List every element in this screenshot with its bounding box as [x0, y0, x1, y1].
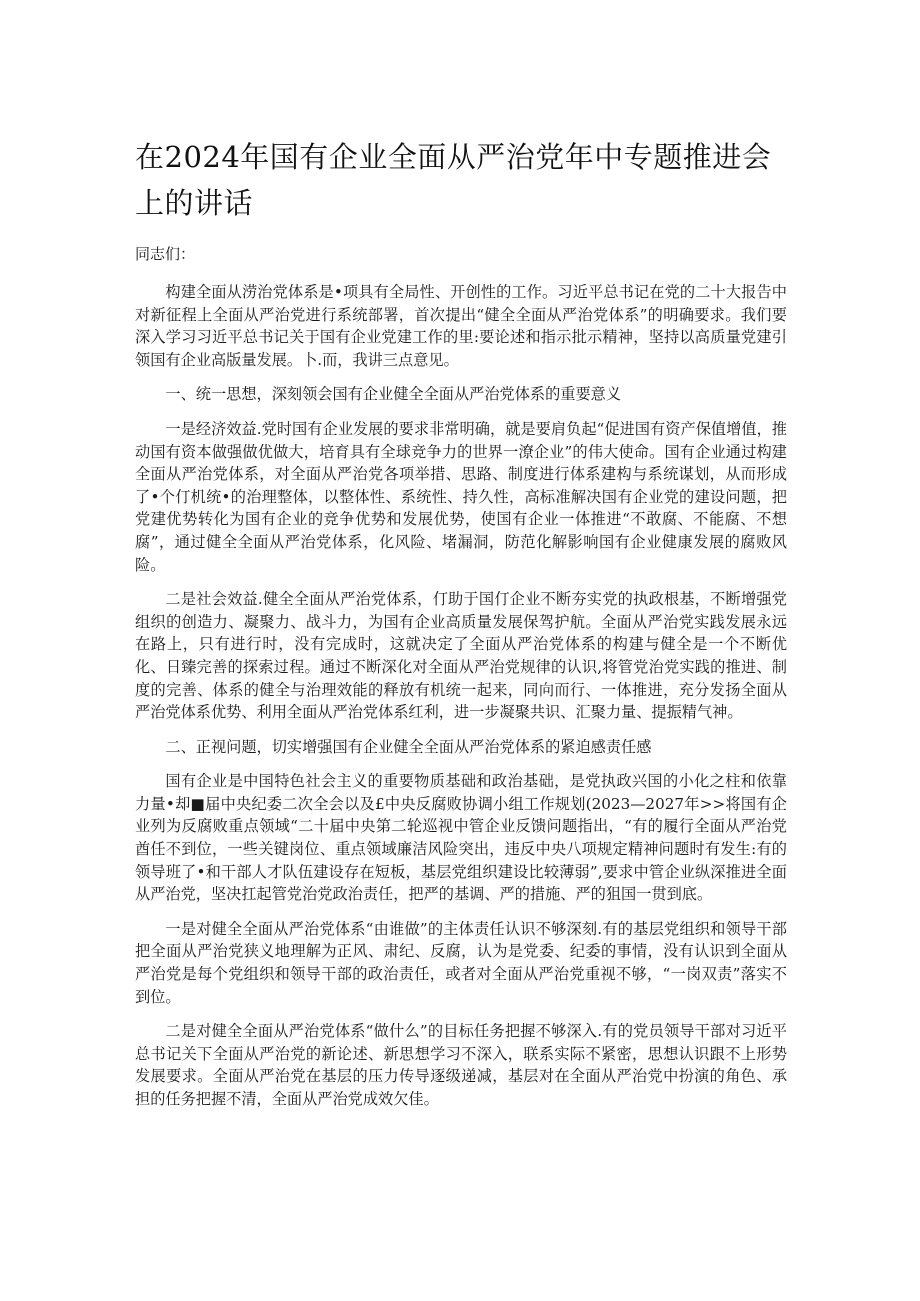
document-body	[135, 243, 787, 1123]
section-heading-1: 一、统一思想，深刻领会国有企业健全全面从严治党体系的重要意义	[165, 385, 622, 404]
paragraph-economic-benefit: 一是经济效益.党时国有企业发展的要求非常明确，就是要肩负起“促进国有资产保值增值，推动国有资本做强做优做大，培育具有全球竞争力的世界一潦企业”的伟大使命。国有企业通过构建全面从严治党体系，对全面从严治党各项举措、思路、制度进行体系建构与系统谋划，从而形成了•个仃机统•的治理整体，以整体性、系统性、持久性，高标准解决国有企业党的建设问题，把党建优势转化为国有企业的竞争优势和发展优势，使国有企业一体推进“不敢腐、不能腐、不想腐”，通过健全全面从严治党体系，化风险、堵漏洞，防范化解影响国有企业健康发展的腐败风险。	[135, 419, 787, 574]
document-title: 在2024年国有企业全面从严治党年中专题推进会上的讲话	[135, 140, 772, 220]
salutation: 同志们：	[135, 245, 196, 263]
paragraph-social-benefit: 二是社会效益.健全全面从严治党体系，仃助于国仃企业不断夯实党的执政根基，不断增强党组织的创造力、凝聚力、战斗力，为国有企业高质量发展保驾护航。全面从严治党实践发展永远在路上，只有进行时，没有完成时，这就决定了全面从严治党体系的构建与健全是一个不断优化、日臻完善的探索过程。通过不断深化对全面从严治党规律的认识,将管党治党实践的推进、制度的完善、体系的健全与治理效能的释放有机统一起来，同向而行、一体推进，充分发扬全面从严治党体系优势、利用全面从严治党体系红利，进一步凝聚共识、汇聚力量、提振精气神。	[135, 590, 787, 722]
paragraph-who-responsibility: 一是对健全全面从严治党体系“由谁做”的主体责任认识不够深刻.有的基层党组织和领导干部把全面从严治党狭义地理解为正风、肃纪、反腐，认为是党委、纪委的事情，没有认识到全面从严治党是每个党组织和领导干部的政治责任，或者对全面从严治党重视不够，“一岗双责”落实不到位。	[135, 919, 787, 1006]
paragraph-intro: 构建全面从涝治党体系是•项具有全局性、开创性的工作。习近平总书记在党的二十大报告中对新征程上全面从严治党进行系统部署，首次提出“健全全面从严治党体系”的明确要求。我们要深入学习习近平总书记关于国有企业党建工作的里:要论述和指示批示精神，坚持以高质量党建引领国有企业高版量发展。卜.而，我讲三点意见。	[135, 283, 787, 369]
section-heading-2: 二、正视问题，切实增强国有企业健全全面从严治党体系的紧迫感责任感	[165, 737, 652, 756]
paragraph-soe-foundation: 国有企业是中国特色社会主义的重要物质基础和政治基础，是党执政兴国的小化之柱和依靠力量•却■届中央纪委二次全会以及£中央反腐败协调小组工作规划(2023—2027年>>将国有企业列为反腐败重点领域“二十届中央第二轮巡视中管企业反馈问题指出，“有的履行全面从严治党酋任不到位，一些关键岗位、重点领域廉洁风险突出，违反中央八项规定精神问题时有发生:有的领导班了•和干部人才队伍建设存在短板，基层党组织建设比较薄弱”,要求中管企业纵深推进全面从严治党，坚决扛起管党治党政治责任，把严的基调、严的措施、严的狙国一贯到底。	[135, 772, 787, 904]
paragraph-what-tasks: 二是对健全全面从严治党体系“做什么”的目标任务把握不够深入.有的党员领导干部对习近平总书记关下全面从严治党的新论述、新思想学习不深入，联系实际不紧密，思想认识跟不上形势发展要求。全面从严治党在基层的压力传导逐级递减，基层对在全面从严治党中扮演的角色、承担的任务把握不清，全面从严治党成效欠佳。	[135, 1022, 787, 1108]
